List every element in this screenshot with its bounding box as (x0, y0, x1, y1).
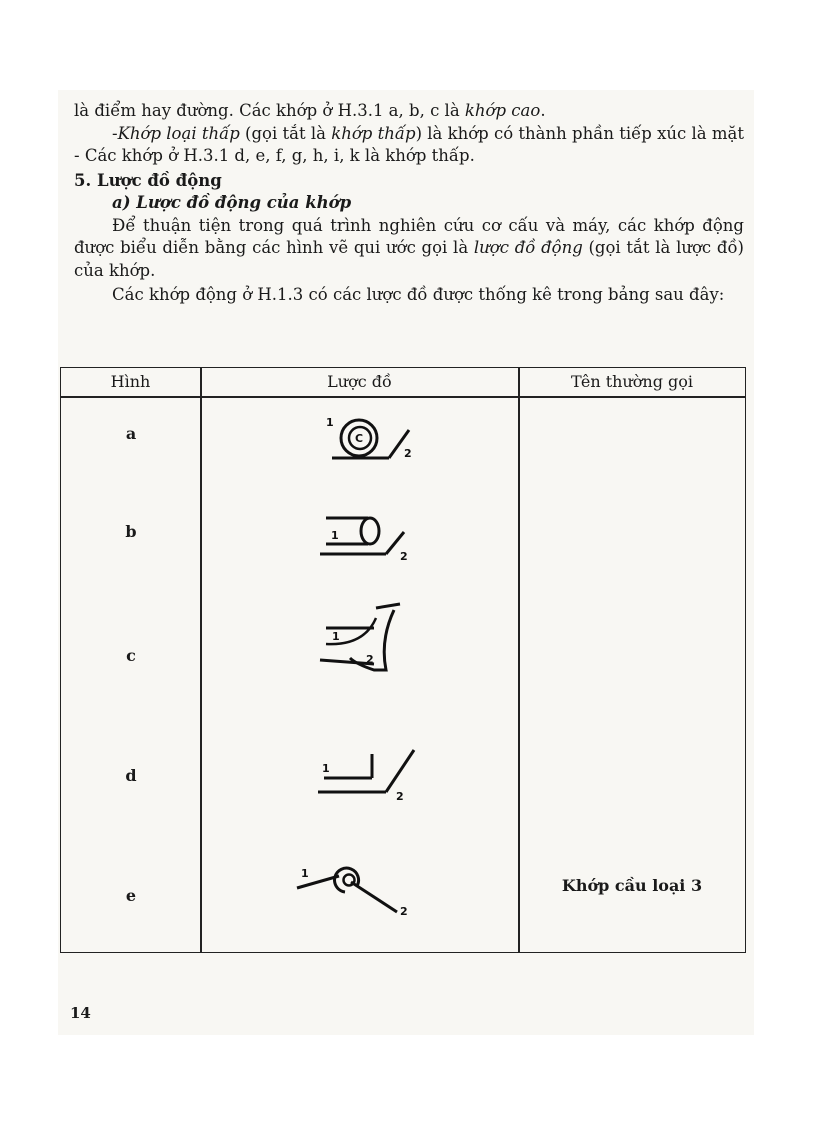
header-luoc-do: Lược đồ (327, 372, 392, 391)
table-column-divider (518, 368, 520, 952)
curved-link (350, 604, 400, 670)
link-label-2: 2 (400, 550, 408, 563)
section-heading: 5. Lược đồ động (74, 170, 222, 190)
paragraph-4: Các khớp động ở H.1.3 có các lược đồ được thống kê trong bảng sau đây: (112, 285, 725, 304)
header-hinh: Hình (110, 372, 151, 391)
row-label-e: e (125, 886, 137, 905)
diagram-b (316, 508, 426, 568)
link-2-bar (351, 882, 397, 912)
row-name-e: Khớp cầu loại 3 (561, 876, 703, 895)
body-text (74, 100, 744, 307)
link-label-2: 2 (404, 447, 412, 460)
table-header-divider (61, 396, 745, 398)
paragraph-1: là điểm hay đường. Các khớp ở H.3.1 a, b, c là khớp cao. (74, 101, 546, 120)
link-label-1: 1 (331, 529, 339, 542)
link-label-1: 1 (326, 416, 334, 429)
subsection-heading: a) Lược đồ động của khớp (112, 193, 352, 212)
link-label-2: 2 (396, 790, 404, 803)
diagram-a (316, 408, 426, 468)
paragraph-3: Để thuận tiện trong quá trình nghiên cứu cơ cấu và máy, các khớp động được biểu diễn bằng các hình vẽ qui ước gọi là lược đồ động (gọi tắt là lược đồ) của khớp. (74, 215, 744, 280)
joint-diagram-table (60, 367, 746, 953)
diagram-c (316, 600, 426, 680)
link-label-2: 2 (366, 653, 374, 666)
slant-line (386, 750, 414, 792)
link-label-2: 2 (400, 905, 408, 918)
link-label-1: 1 (332, 630, 340, 643)
paragraph-2: -Khớp loại thấp (gọi tắt là khớp thấp) là khớp có thành phần tiếp xúc là mặt - Các khớp ở H.3.1 d, e, f, g, h, i, k là khớp thấp. (74, 123, 744, 165)
page-number: 14 (70, 1004, 91, 1022)
row-label-b: b (125, 522, 137, 541)
symbol-c: C (355, 432, 364, 445)
diagram-e (289, 858, 419, 928)
row-label-d: d (125, 766, 137, 785)
cylinder-end (361, 518, 379, 544)
link-label-1: 1 (322, 762, 330, 775)
row-label-c: c (126, 646, 136, 665)
diagram-d (316, 744, 426, 804)
row-label-a: a (125, 424, 137, 443)
header-ten-thuong-goi: Tên thường gọi (570, 372, 694, 391)
link-label-1: 1 (301, 867, 309, 880)
